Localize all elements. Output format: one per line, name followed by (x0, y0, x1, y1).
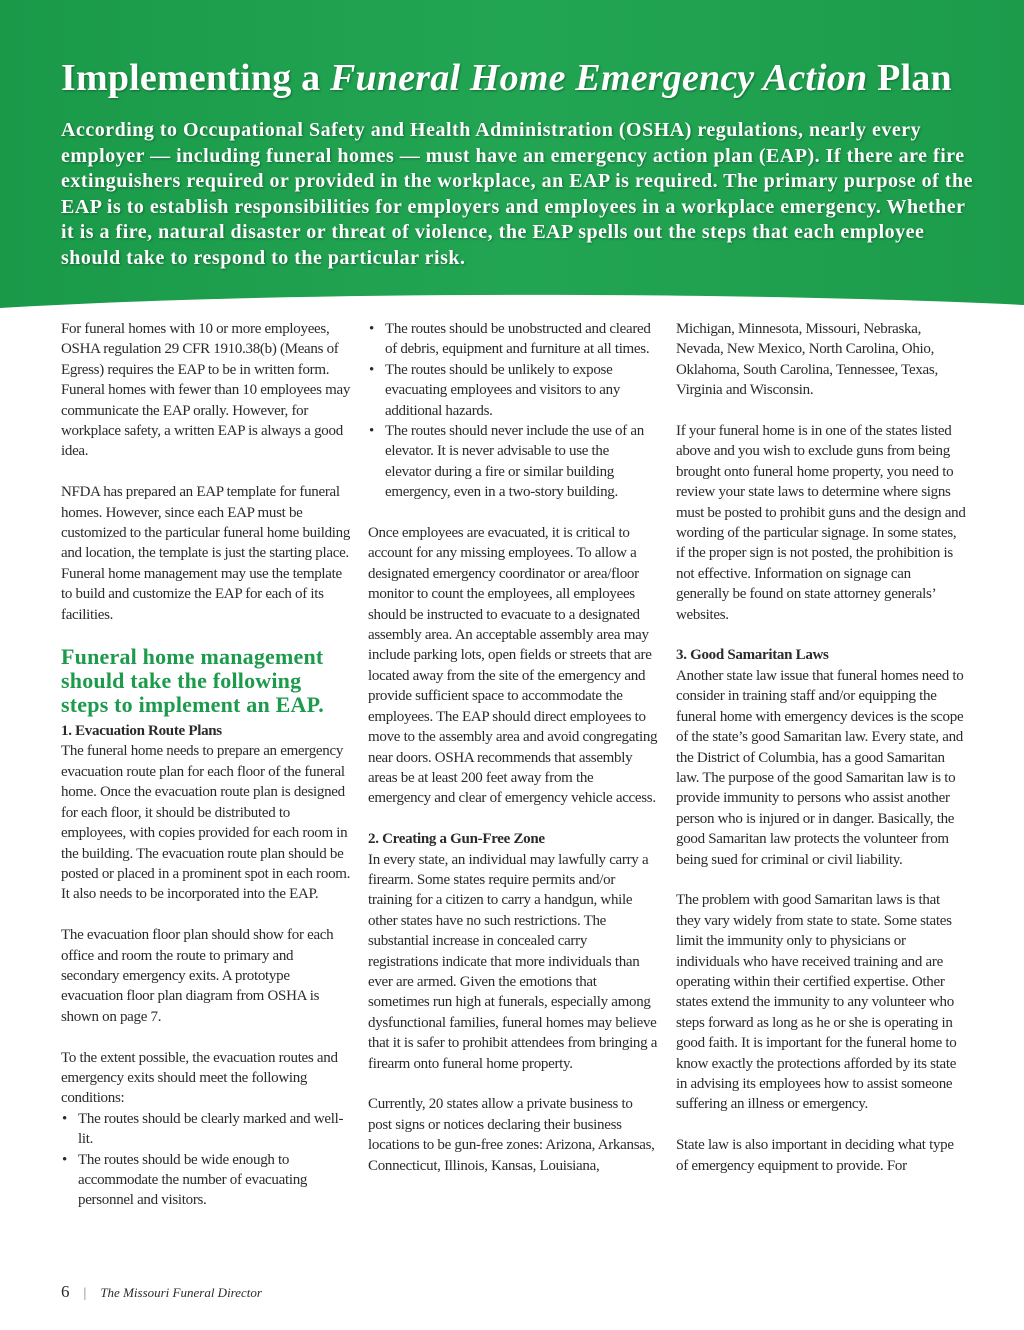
paragraph: To the extent possible, the evacuation routes and emergency exits should meet the following conditions: (61, 1049, 338, 1107)
list-item: • The routes should be clearly marked and well-lit. (62, 1110, 344, 1148)
paragraph: If your funeral home is in one of the states listed above and you wish to exclude guns from being brought onto funeral home property, you need to review your state laws to determine where signs must be posted to prohibit guns and the design and wording of the particular signage. In some states, if the proper sign is not posted, the prohibition is not effective. Information on signage can generally be found on state attorney generals’ websites. (676, 423, 966, 623)
bullet-list (61, 1109, 351, 1211)
paragraph: Michigan, Minnesota, Missouri, Nebraska, Nevada, New Mexico, North Carolina, Ohio, Oklahoma, South Carolina, Tennessee, Texas, Virginia and Wisconsin. (676, 321, 938, 399)
paragraph: NFDA has prepared an EAP template for funeral homes. However, since each EAP must be customized to the particular funeral home building and location, the template is just the starting place. Funeral home management may use the template to build and customize the EAP for each of its facilities. (61, 484, 351, 623)
bullet-icon: • (62, 1151, 67, 1168)
page-number: 6 (61, 1282, 70, 1301)
list-item: • The routes should be unlikely to expose evacuating employees and visitors to any additional hazards. (369, 361, 621, 419)
paragraph: State law is also important in deciding what type of emergency equipment to provide. For (676, 1137, 954, 1174)
bullet-icon: • (62, 1110, 67, 1127)
subheading-good-samaritan-laws: 3. Good Samaritan Laws (676, 647, 829, 664)
list-item: • The routes should be unobstructed and cleared of debris, equipment and furniture at all times. (369, 321, 651, 358)
bullet-icon: • (369, 423, 374, 440)
publication-name: The Missouri Funeral Director (100, 1285, 262, 1300)
footer-divider: | (83, 1286, 87, 1301)
paragraph: The funeral home needs to prepare an emergency evacuation route plan for each floor of the funeral home. Once the evacuation route plan is designed for each floor, it should be distributed to employees, with copies provided for each room in the building. The evacuation route plan should be posted or placed in a prominent spot in each room. It also needs to be incorporated into the EAP. (61, 743, 351, 903)
bullet-icon: • (369, 321, 374, 337)
bullet-list (368, 319, 658, 503)
paragraph: Another state law issue that funeral homes need to consider in training staff and/or equipping the funeral home with emergency devices is the scope of the state’s good Samaritan law. Every state, and the District of Columbia, has a good Samaritan law. The purpose of the good Samaritan law is to provide immunity to persons who assist another person who is injured or in danger. Basically, the good Samaritan law protects the volunteer from being sued for criminal or civil liability. (676, 667, 964, 868)
paragraph: Once employees are evacuated, it is critical to account for any missing employees. To allow a designated emergency coordinator or area/floor monitor to count the employees, all employees should be instructed to evacuate to a designated assembly area. An acceptable assembly area may include parking lots, open fields or streets that are located away from the site of the emergency and provide sufficient space to accommodate the employees. The EAP should direct employees to move to the assembly area and avoid congregating near doors. OSHA recommends that assembly areas be at least 200 feet away from the emergency and clear of emergency vehicle access. (368, 525, 658, 807)
paragraph: For funeral homes with 10 or more employees, OSHA regulation 29 CFR 1910.38(b) (Means of Egress) requires the EAP to be in written form. Funeral homes with fewer than 10 employees may communicate the EAP orally. However, for workplace safety, a written EAP is always a good idea. (61, 321, 351, 460)
page-title: Implementing a Funeral Home Emergency Action Plan (61, 57, 952, 99)
intro-paragraph: According to Occupational Safety and Health Administration (OSHA) regulations, nearly every employer — including funeral homes — must have an emergency action plan (EAP). If there are fire extinguishers required or provided in the workplace, an EAP is required. The primary purpose of the EAP is to establish responsibilities for employers and employees in a workplace emergency. Whether it is a fire, natural disaster or threat of violence, the EAP spells out the steps that each employee should take to respond to the particular risk. (61, 119, 973, 269)
section-heading: Funeral home management should take the following steps to implement an EAP. (61, 644, 324, 718)
list-item: • The routes should be wide enough to accommodate the number of evacuating personnel and visitors. (62, 1151, 308, 1209)
bullet-icon: • (369, 361, 374, 378)
title-emphasis: Funeral Home Emergency Action (330, 57, 868, 99)
header-banner (0, 0, 1024, 340)
paragraph: Currently, 20 states allow a private business to post signs or notices declaring their business locations to be gun-free zones: Arizona, Arkansas, Connecticut, Illinois, Kansas, Louisiana, (368, 1096, 655, 1174)
column-3 (676, 319, 966, 1176)
paragraph: In every state, an individual may lawfully carry a firearm. Some states require permits and/or training for a citizen to carry a handgun, while other states have no such restrictions. The substantial increase in concealed carry registrations indicate that more individuals than ever are armed. Given the emotions that sometimes run high at funerals, especially among dysfunctional families, funeral homes may believe that it is safer to prohibit attendees from bringing a firearm onto funeral home property. (368, 851, 658, 1072)
paragraph: The problem with good Samaritan laws is that they vary widely from state to state. Some states limit the immunity only to physicians or individuals who have received training and are operating within their certified expertise. Other states extend the immunity to any volunteer who steps forward as long as he or she is operating in good faith. It is important for the funeral home to know exactly the protections afforded by its state in advising its employees how to assist someone suffering an illness or emergency. (676, 892, 957, 1113)
column-2 (368, 319, 658, 1176)
column-1 (61, 319, 351, 1211)
list-item: • The routes should never include the use of an elevator. It is never advisable to use the elevator during a fire or similar building emergency, even in a two-story building. (369, 423, 644, 501)
subheading-evacuation-route-plans: 1. Evacuation Route Plans (61, 723, 222, 740)
subheading-gun-free-zone: 2. Creating a Gun-Free Zone (368, 831, 545, 848)
footer (61, 1282, 262, 1302)
paragraph: The evacuation floor plan should show for each office and room the route to primary and secondary emergency exits. A prototype evacuation floor plan diagram from OSHA is shown on page 7. (61, 927, 334, 1025)
